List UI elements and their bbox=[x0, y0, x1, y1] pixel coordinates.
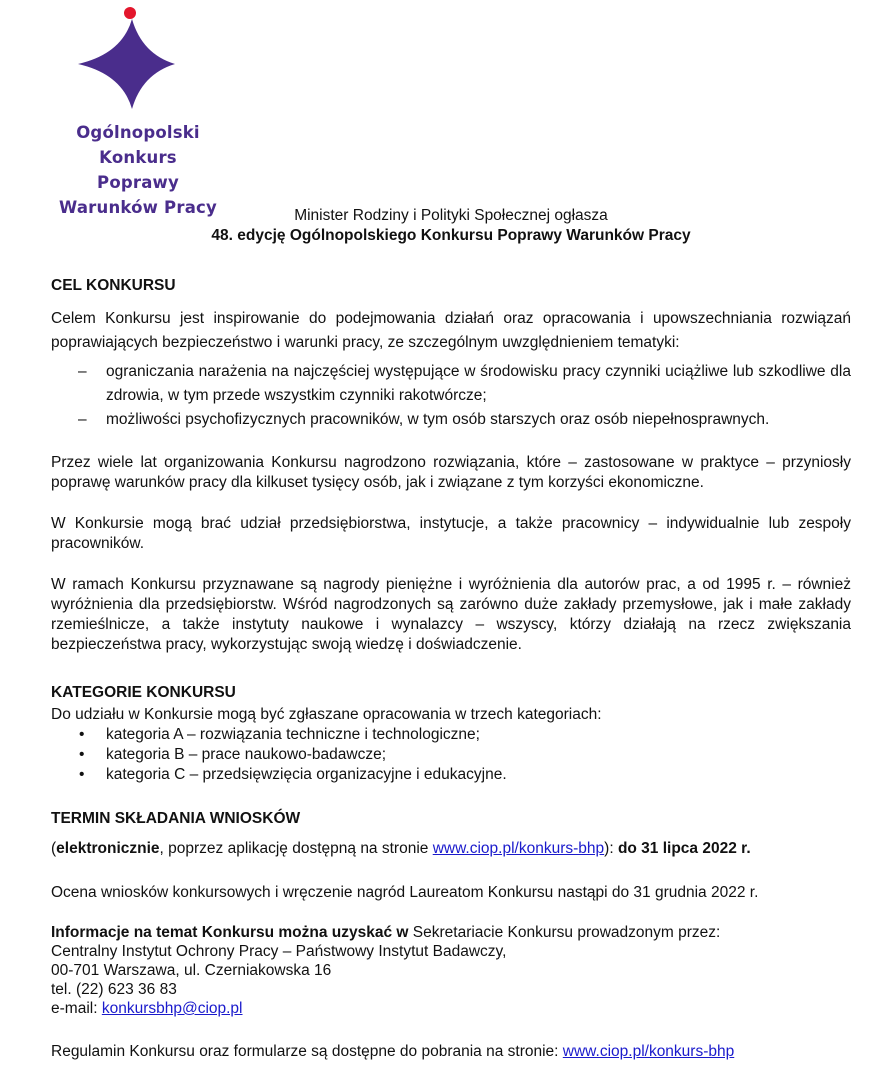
star-shape bbox=[78, 19, 175, 109]
logo-text bbox=[58, 120, 218, 220]
bullet-marker: • bbox=[79, 746, 85, 763]
bullet-marker: • bbox=[79, 766, 85, 783]
cel-topic-list bbox=[51, 360, 851, 432]
cel-paragraph-1: Przez wiele lat organizowania Konkursu nagrodzono rozwiązania, które – zastosowane w praktyce – przyniosły poprawę warunków pracy dla kilkuset tysięcy osób, jak i związane z tym korzyści ekonomiczne. bbox=[51, 454, 851, 491]
contact-org: Centralny Instytut Ochrony Pracy – Państwowy Instytut Badawczy, bbox=[51, 943, 507, 960]
cel-paragraph-3: W ramach Konkursu przyznawane są nagrody pieniężne i wyróżnienia dla autorów prac, a od 1995 r. – również wyróżnienia dla przedsiębiorstw. Wśród nagrodzonych są zarówno duże zakłady przemysłowe, jak i małe zakłady rzemieślnicze, a także instytuty naukowe i wynalazcy – wszyscy, którzy działają na rzecz zwiększania bezpieczeństwa pracy, wykorzystując swoją wiedzę i doświadczenie. bbox=[51, 576, 851, 653]
list-item: • kategoria B – prace naukowo-badawcze; bbox=[79, 746, 387, 763]
dash-marker: – bbox=[78, 363, 87, 380]
cel-intro: Celem Konkursu jest inspirowanie do podejmowania działań oraz opracowania i upowszechniania rozwiązań poprawiających bezpieczeństwo i warunki pracy, ze szczególnym uwzględnieniem tematyki: bbox=[51, 310, 851, 351]
list-item: – możliwości psychofizycznych pracowników, w tym osób starszych oraz osób niepełnosprawnych. bbox=[51, 408, 851, 432]
red-dot bbox=[124, 7, 136, 19]
bullet-marker: • bbox=[79, 726, 85, 743]
announcement-title: 48. edycję Ogólnopolskiego Konkursu Poprawy Warunków Pracy bbox=[211, 227, 691, 244]
contact-address: 00-701 Warszawa, ul. Czerniakowska 16 bbox=[51, 962, 332, 979]
list-item: • kategoria C – przedsięwzięcia organizacyjne i edukacyjne. bbox=[79, 766, 507, 783]
cel-paragraph-2: W Konkursie mogą brać udział przedsiębiorstwa, instytucje, a także pracownicy – indywidualnie lub zespoły pracowników. bbox=[51, 515, 851, 552]
contact-lead: Informacje na temat Konkursu można uzyskać w Sekretariacie Konkursu prowadzonym przez: bbox=[51, 924, 721, 941]
termin-deadline: do 31 lipca 2022 r. bbox=[617, 840, 751, 857]
termin-line: (elektronicznie, poprzez aplikację dostępną na stronie www.ciop.pl/konkurs-bhp): do 31 lipca 2022 r. bbox=[51, 840, 751, 857]
konkurs-link[interactable]: www.ciop.pl/konkurs-bhp bbox=[432, 840, 605, 857]
termin-mode: elektronicznie bbox=[56, 840, 160, 857]
contact-phone: tel. (22) 623 36 83 bbox=[51, 981, 177, 998]
list-item: • kategoria A – rozwiązania techniczne i technologiczne; bbox=[79, 726, 480, 743]
section-heading-termin: TERMIN SKŁADANIA WNIOSKÓW bbox=[51, 810, 301, 827]
document-body bbox=[51, 206, 851, 1062]
section-heading-cel: CEL KONKURSU bbox=[51, 277, 176, 294]
kategorie-intro: Do udziału w Konkursie mogą być zgłaszane opracowania w trzech kategoriach: bbox=[51, 706, 602, 723]
footer-note: Regulamin Konkursu oraz formularze są dostępne do pobrania na stronie: www.ciop.pl/konkurs-bhp bbox=[51, 1043, 735, 1060]
email-link[interactable]: konkursbhp@ciop.pl bbox=[101, 1000, 243, 1017]
logo-line-2: Konkurs Poprawy bbox=[97, 148, 179, 192]
logo-line-1: Ogólnopolski bbox=[76, 123, 200, 142]
contact-info bbox=[51, 923, 851, 1018]
contact-email: e-mail: konkursbhp@ciop.pl bbox=[51, 1000, 243, 1017]
dash-marker: – bbox=[78, 411, 87, 428]
logo-line-3: Warunków Pracy bbox=[59, 198, 217, 217]
announcement-header bbox=[51, 206, 851, 246]
section-heading-kategorie: KATEGORIE KONKURSU bbox=[51, 684, 236, 701]
announcement-line-1: Minister Rodziny i Polityki Społecznej ogłasza bbox=[294, 207, 608, 224]
list-item: – ograniczania narażenia na najczęściej występujące w środowisku pracy czynniki uciążliwe lub szkodliwe dla zdrowia, w tym przede wszystkim czynniki rakotwórcze; bbox=[51, 360, 851, 408]
kategorie-list bbox=[51, 725, 851, 785]
footer-link[interactable]: www.ciop.pl/konkurs-bhp bbox=[562, 1043, 735, 1060]
ocena-paragraph: Ocena wniosków konkursowych i wręczenie nagród Laureatom Konkursu nastąpi do 31 grudnia 2022 r. bbox=[51, 884, 759, 901]
